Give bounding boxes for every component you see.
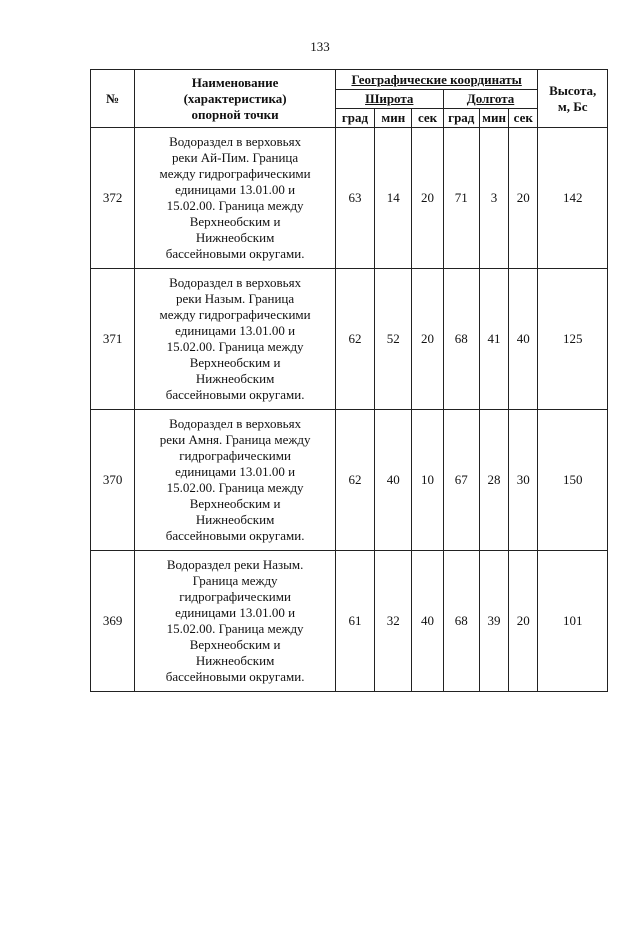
longitude-minutes: 39	[479, 551, 508, 692]
description-line: Водораздел в верховьях	[169, 416, 302, 431]
header-name-line2: (характеристика)	[183, 90, 287, 106]
description-line: гидрографическими	[179, 448, 291, 463]
description-line: единицами 13.01.00 и	[175, 464, 296, 479]
header-lat-deg: град	[335, 109, 374, 128]
longitude-degrees: 67	[443, 410, 479, 551]
header-lon-deg: град	[443, 109, 479, 128]
header-longitude-label: Долгота	[466, 91, 515, 106]
header-height-line1: Высота,	[549, 82, 597, 98]
longitude-seconds: 30	[509, 410, 538, 551]
table-row	[91, 269, 608, 410]
header-height	[538, 70, 608, 128]
longitude-seconds: 20	[509, 551, 538, 692]
latitude-degrees: 61	[335, 551, 374, 692]
page-number: 133	[310, 39, 330, 54]
description-line: бассейновыми округами.	[165, 387, 305, 402]
point-description	[135, 410, 336, 551]
height-value: 150	[538, 410, 608, 551]
description-line: Верхнеобским и	[189, 214, 281, 229]
header-latitude	[335, 90, 443, 109]
longitude-degrees: 68	[443, 269, 479, 410]
reference-points-table	[90, 69, 608, 692]
description-line: реки Ай-Пим. Граница	[172, 150, 299, 165]
header-lat-min: мин	[375, 109, 412, 128]
description-line: между гидрографическими	[159, 166, 311, 181]
description-line: гидрографическими	[179, 589, 291, 604]
point-number: 371	[91, 269, 135, 410]
header-lon-sec: сек	[509, 109, 538, 128]
height-value: 142	[538, 128, 608, 269]
description-line: 15.02.00. Граница между	[166, 198, 304, 213]
description-line: 15.02.00. Граница между	[166, 621, 304, 636]
description-line: Нижнеобским	[195, 653, 275, 668]
header-geo-label: Географические координаты	[351, 71, 522, 87]
latitude-degrees: 62	[335, 269, 374, 410]
header-geo-coordinates	[335, 70, 538, 90]
header-latitude-label: Широта	[365, 91, 414, 106]
latitude-minutes: 32	[375, 551, 412, 692]
description-line: Водораздел реки Назым.	[166, 557, 304, 572]
height-value: 125	[538, 269, 608, 410]
table-header	[91, 70, 608, 128]
latitude-minutes: 40	[375, 410, 412, 551]
point-number: 370	[91, 410, 135, 551]
point-description	[135, 128, 336, 269]
description-line: единицами 13.01.00 и	[175, 323, 296, 338]
table-row	[91, 551, 608, 692]
header-longitude	[443, 90, 538, 109]
header-name-line1: Наименование	[191, 74, 279, 90]
header-lat-sec: сек	[412, 109, 443, 128]
description-line: Верхнеобским и	[189, 355, 281, 370]
description-line: единицами 13.01.00 и	[175, 605, 296, 620]
description-line: реки Амня. Граница между	[159, 432, 311, 447]
longitude-minutes: 41	[479, 269, 508, 410]
description-line: 15.02.00. Граница между	[166, 339, 304, 354]
longitude-degrees: 71	[443, 128, 479, 269]
header-height-line2: м, Бс	[557, 98, 588, 114]
description-line: бассейновыми округами.	[165, 246, 305, 261]
longitude-seconds: 40	[509, 269, 538, 410]
latitude-minutes: 52	[375, 269, 412, 410]
longitude-seconds: 20	[509, 128, 538, 269]
description-line: Верхнеобским и	[189, 637, 281, 652]
latitude-seconds: 20	[412, 128, 443, 269]
table-row	[91, 410, 608, 551]
description-line: Нижнеобским	[195, 230, 275, 245]
description-line: Граница между	[192, 573, 278, 588]
latitude-seconds: 20	[412, 269, 443, 410]
latitude-degrees: 63	[335, 128, 374, 269]
description-line: Нижнеобским	[195, 371, 275, 386]
point-number: 372	[91, 128, 135, 269]
point-description	[135, 269, 336, 410]
description-line: Верхнеобским и	[189, 496, 281, 511]
description-line: бассейновыми округами.	[165, 669, 305, 684]
longitude-minutes: 28	[479, 410, 508, 551]
header-number: №	[91, 70, 135, 128]
description-line: Водораздел в верховьях	[169, 275, 302, 290]
longitude-degrees: 68	[443, 551, 479, 692]
description-line: Нижнеобским	[195, 512, 275, 527]
longitude-minutes: 3	[479, 128, 508, 269]
latitude-seconds: 40	[412, 551, 443, 692]
point-description	[135, 551, 336, 692]
description-line: между гидрографическими	[159, 307, 311, 322]
table-row	[91, 128, 608, 269]
header-lon-min: мин	[479, 109, 508, 128]
point-number: 369	[91, 551, 135, 692]
description-line: реки Назым. Граница	[176, 291, 295, 306]
header-name	[135, 70, 336, 128]
description-line: 15.02.00. Граница между	[166, 480, 304, 495]
description-line: бассейновыми округами.	[165, 528, 305, 543]
latitude-degrees: 62	[335, 410, 374, 551]
header-name-line3: опорной точки	[191, 106, 279, 122]
latitude-minutes: 14	[375, 128, 412, 269]
description-line: единицами 13.01.00 и	[175, 182, 296, 197]
height-value: 101	[538, 551, 608, 692]
description-line: Водораздел в верховьях	[169, 134, 302, 149]
latitude-seconds: 10	[412, 410, 443, 551]
